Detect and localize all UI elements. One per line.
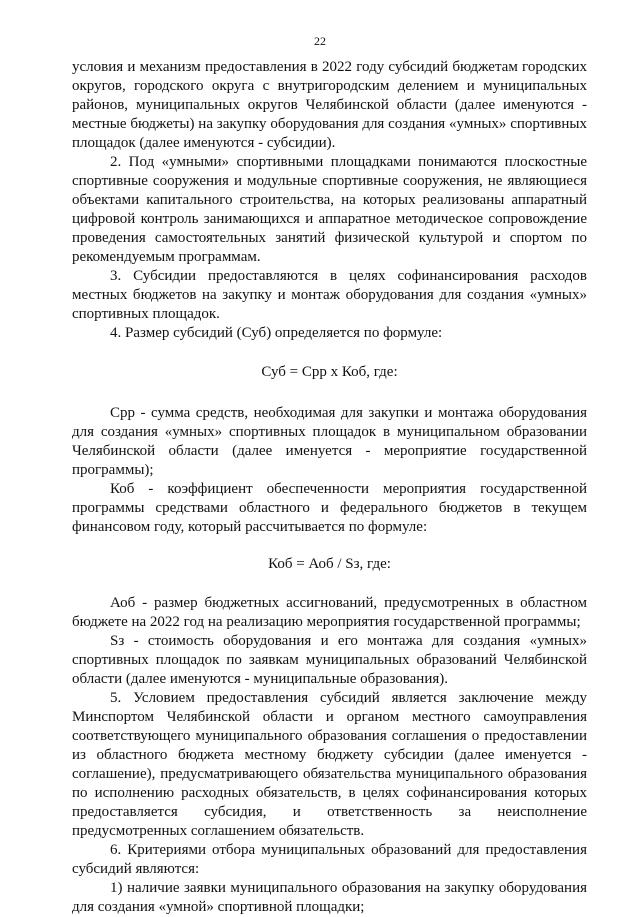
paragraph-3: 3. Субсидии предоставляются в целях софинансирования расходов местных бюджетов на закупку и монтаж оборудования для создания «умных» спортивных площадок. <box>72 268 587 322</box>
definition-kob: Коб - коэффициент обеспеченности мероприятия государственной программы средствами областного и федерального бюджетов в текущем финансовом году, который рассчитывается по формуле: <box>72 481 587 535</box>
document-body <box>72 58 587 917</box>
page-number: 22 <box>314 34 326 48</box>
paragraph-intro: условия и механизм предоставления в 2022 году субсидий бюджетам городских округов, городского округа с внутригородским делением и муниципальных районов, муниципальных округов Челябинской области (далее именуются - местные бюджеты) на закупку оборудования для создания «умных» спортивных площадок (далее именуются - субсидии). <box>72 59 587 151</box>
definition-srr: Срр - сумма средств, необходимая для закупки и монтажа оборудования для создания «умных» спортивных площадок в муниципальном образовании Челябинской области (далее именуется - мероприятие государственной программы); <box>72 405 587 478</box>
formula-sub: Суб = Срр х Коб, где: <box>261 364 398 380</box>
definition-aob: Аоб - размер бюджетных ассигнований, предусмотренных в областном бюджете на 2022 год на реализацию мероприятия государственной программы; <box>72 595 587 630</box>
paragraph-6-item-1: 1) наличие заявки муниципального образования на закупку оборудования для создания «умной» спортивной площадки; <box>72 880 587 915</box>
definition-sz: Sз - стоимость оборудования и его монтажа для создания «умных» спортивных площадок по заявкам муниципальных образований Челябинской области (далее именуются - муниципальные образования). <box>72 633 587 687</box>
paragraph-5: 5. Условием предоставления субсидий является заключение между Минспортом Челябинской области и органом местного самоуправления соответствующего муниципального образования соглашения о предоставлении из областного бюджета местному бюджету субсидии (далее именуется - соглашение), предусматривающего обязательства муниципального образования по исполнению расходных обязательств, в целях софинансирования которых предоставляется субсидия, и ответственность за неисполнение предусмотренных соглашением обязательств. <box>72 690 587 839</box>
paragraph-4: 4. Размер субсидий (Суб) определяется по формуле: <box>110 325 443 341</box>
paragraph-6: 6. Критериями отбора муниципальных образований для предоставления субсидий являются: <box>72 842 587 877</box>
formula-kob: Коб = Аоб / Sз, где: <box>268 556 391 572</box>
paragraph-2: 2. Под «умными» спортивными площадками понимаются плоскостные спортивные сооружения и модульные спортивные сооружения, не являющиеся объектами капитального строительства, на которых реализованы аппаратный цифровой контроль занимающихся и аппаратное методическое сопровождение проведения самостоятельных занятий физической культурой и спортом по рекомендуемым программам. <box>72 154 587 265</box>
